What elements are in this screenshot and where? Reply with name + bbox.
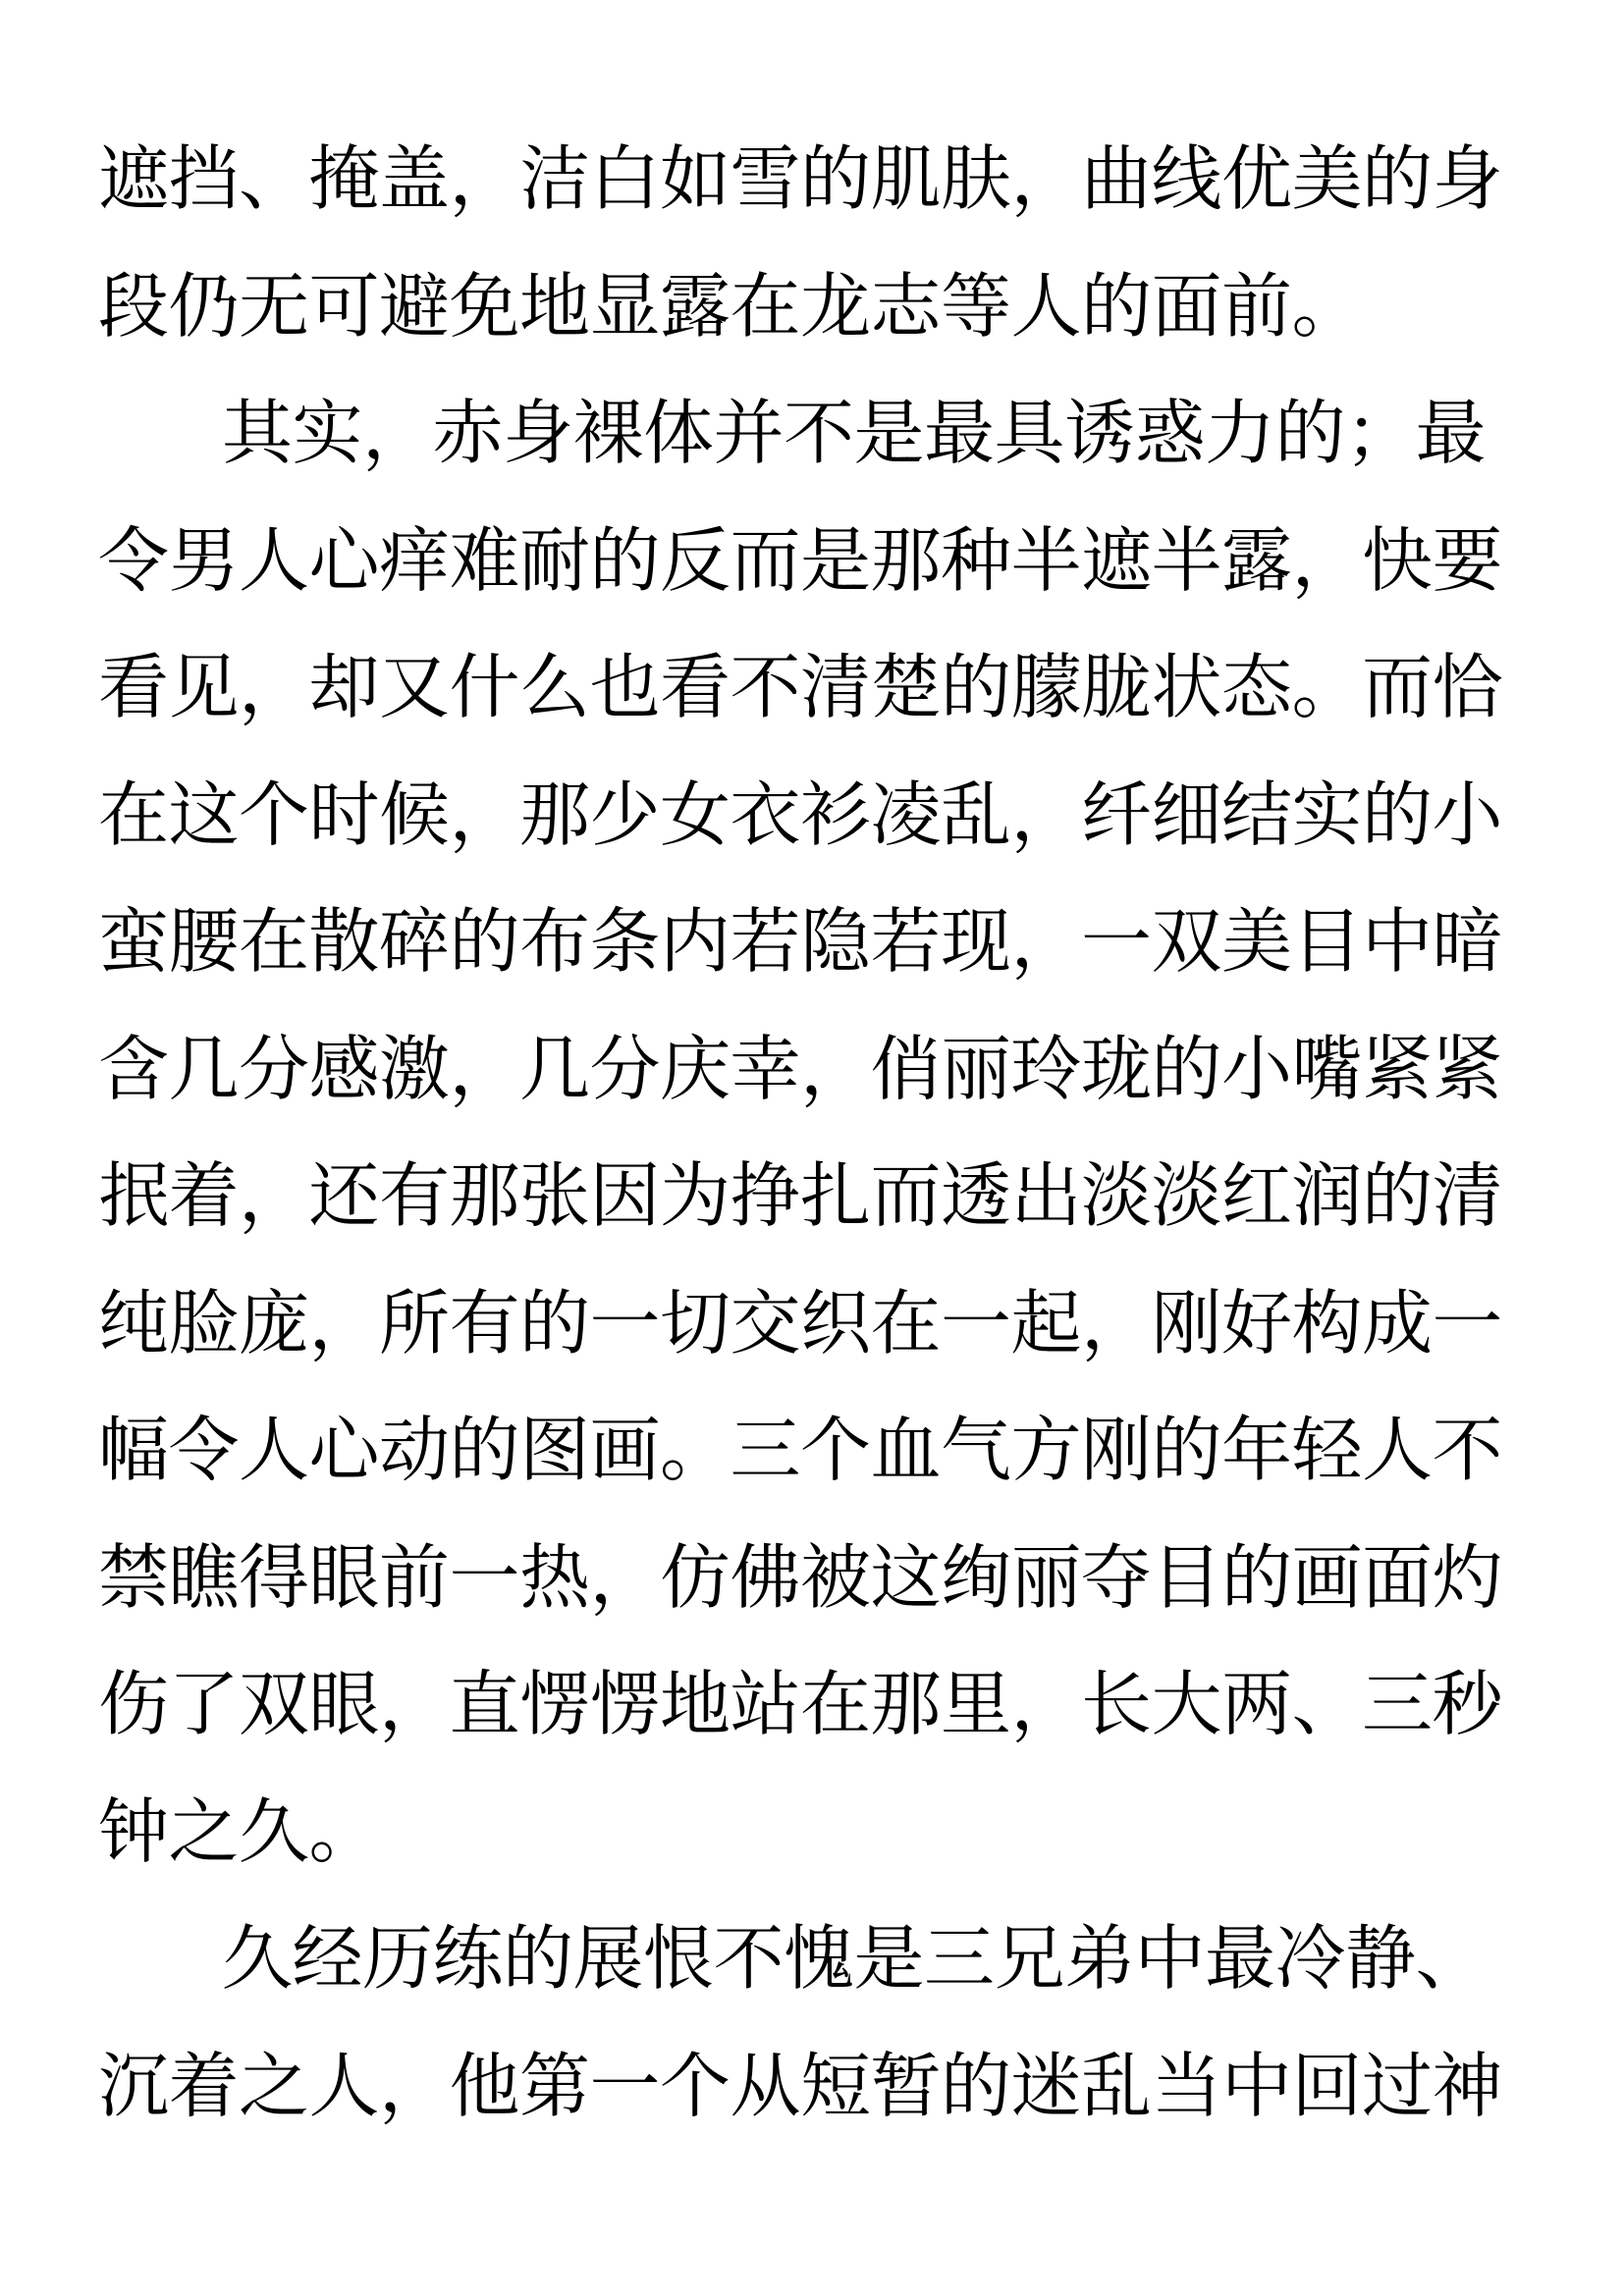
text-line: 沉着之人，他第一个从短暂的迷乱当中回过神 (98, 2044, 1503, 2127)
paragraph-start-line: 其实，赤身裸体并不是最具诱惑力的；最 (222, 392, 1487, 474)
text-line: 令男人心痒难耐的反而是那种半遮半露，快要 (98, 518, 1503, 602)
text-line: 禁瞧得眼前一热，仿佛被这绚丽夺目的画面灼 (98, 1535, 1503, 1619)
text-line: 抿着，还有那张因为挣扎而透出淡淡红润的清 (98, 1154, 1503, 1237)
text-line: 纯脸庞，所有的一切交织在一起，刚好构成一 (98, 1281, 1503, 1364)
text-line: 段仍无可避免地显露在龙志等人的面前。 (98, 264, 1363, 347)
text-line: 在这个时候，那少女衣衫凌乱，纤细结实的小 (98, 773, 1503, 856)
text-line: 蛮腰在散碎的布条内若隐若现，一双美目中暗 (98, 900, 1503, 983)
paragraph-start-line: 久经历练的展恨不愧是三兄弟中最冷静、 (222, 1917, 1487, 2000)
text-line: 看见，却又什么也看不清楚的朦胧状态。而恰 (98, 646, 1503, 728)
text-line: 伤了双眼，直愣愣地站在那里，长大两、三秒 (98, 1663, 1503, 1745)
text-line: 钟之久。 (98, 1789, 380, 1873)
body-text (98, 116, 1532, 2150)
text-line: 幅令人心动的图画。三个血气方刚的年轻人不 (98, 1409, 1503, 1491)
text-line: 含几分感激，几分庆幸，俏丽玲珑的小嘴紧紧 (98, 1027, 1503, 1110)
text-line: 遮挡、掩盖，洁白如雪的肌肤，曲线优美的身 (98, 137, 1503, 220)
